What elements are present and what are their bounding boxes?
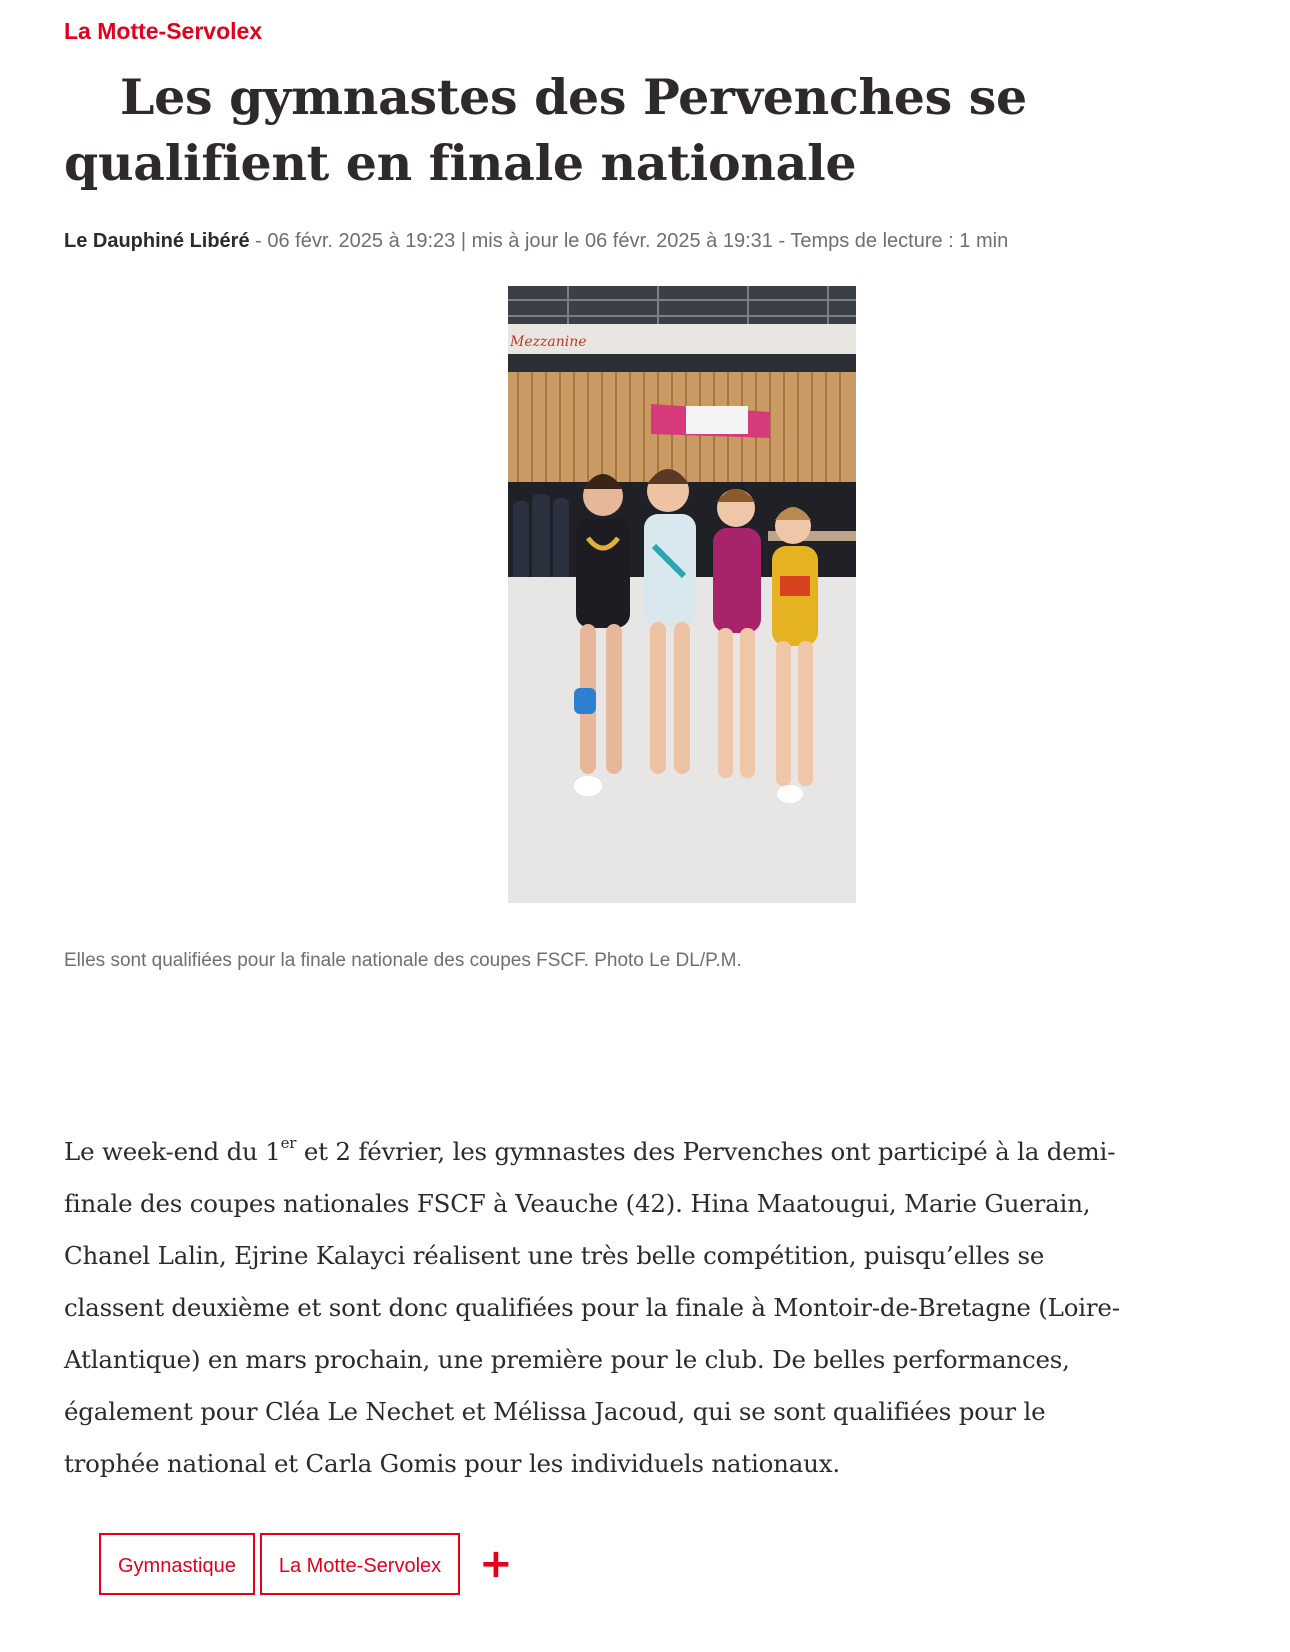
photo-banner-text: Mezzanine [510,334,587,350]
body-text-part-1: Le week-end du 1 [64,1137,281,1166]
article-meta [64,230,1008,253]
photo-background-people [513,494,569,584]
rubric-link[interactable]: La Motte-Servolex [64,18,263,44]
article-dates: - 06 févr. 2025 à 19:23 | mis à jour le 06 févr. 2025 à 19:31 - Temps de lecture : 1 min [249,230,1009,252]
gymnasts-photo-illustration [508,286,856,903]
photo-caption: Elles sont qualifiées pour la finale nationale des coupes FSCF. Photo Le DL/P.M. [64,950,742,971]
tag-list [99,1533,513,1595]
article-body [64,1126,1144,1490]
body-superscript: er [280,1134,297,1152]
tag-la-motte-servolex[interactable]: La Motte-Servolex [260,1533,460,1595]
article-photo[interactable] [508,286,856,903]
body-text-part-2: et 2 février, les gymnastes des Pervenches ont participé à la demi-finale des coupes nationales FSCF à Veauche (42). Hina Maatougui, Marie Guerain, Chanel Lalin, Ejrine Kalayci réalisent une très belle compétition, puisqu’elles se classent deuxième et sont donc qualifiées pour la finale à Montoir-de-Bretagne (Loire-Atlantique) en mars prochain, une première pour le club. De belles performances, également pour Cléa Le Nechet et Mélissa Jacoud, qui se sont qualifiées pour le trophée national et Carla Gomis pour les individuels nationaux. [64,1137,1120,1478]
tag-gymnastique[interactable]: Gymnastique [99,1533,255,1595]
photo-railing [508,354,856,372]
article-source: Le Dauphiné Libéré [64,230,250,252]
more-tags-plus-icon[interactable]: + [479,1541,513,1587]
article-title: Les gymnastes des Pervenches se qualifient en finale nationale [64,68,1027,192]
photo-banner-logo [686,406,748,434]
